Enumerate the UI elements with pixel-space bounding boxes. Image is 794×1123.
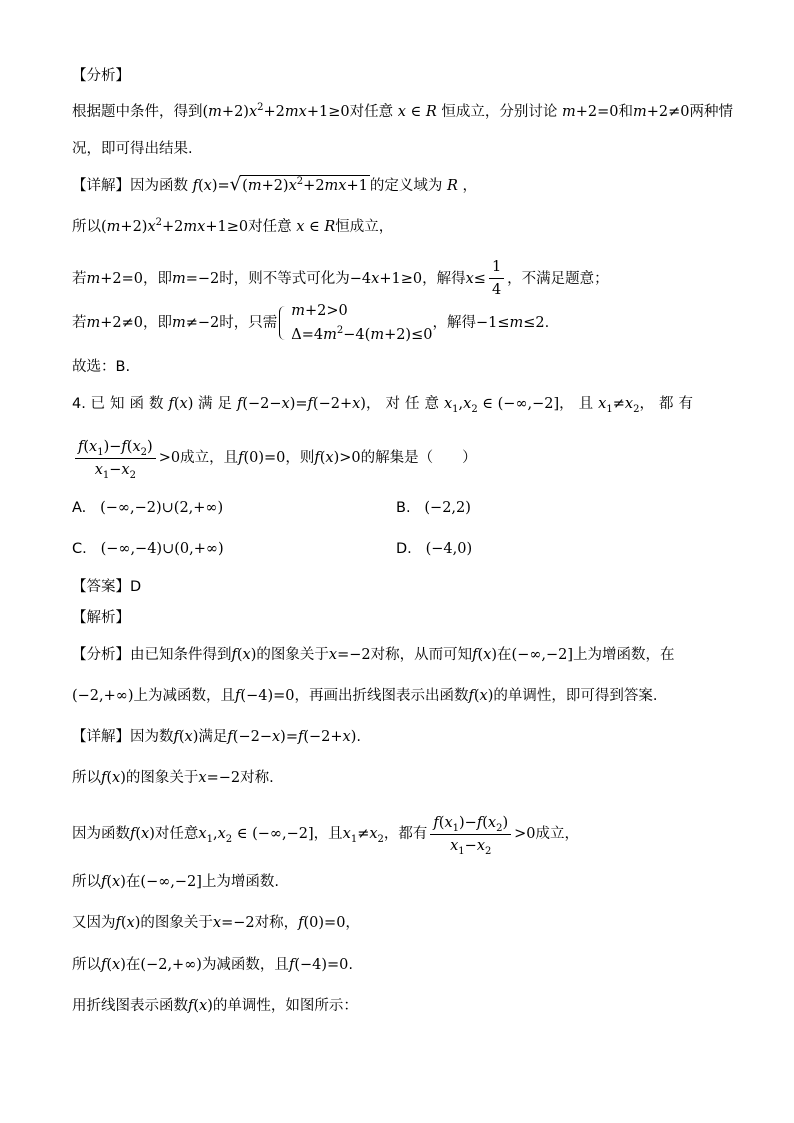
option-label: B.: [396, 500, 411, 516]
solution-detail-line-7: [72, 996, 358, 1016]
solution-detail-line-4: [72, 872, 279, 892]
text: ，: [345, 915, 360, 931]
analysis-label: 【分析】: [72, 647, 130, 663]
detail-line-2: [72, 217, 393, 237]
text: .: [348, 957, 353, 973]
text: 所以: [72, 219, 101, 235]
math-expr: x≤: [465, 270, 486, 287]
solution-detail-line-1: [72, 727, 361, 747]
text: 对任意: [248, 219, 292, 235]
text: 为减函数，且: [201, 957, 289, 973]
text: ，解得: [432, 315, 476, 331]
math-expr: f(x): [168, 396, 194, 412]
text: 对称，: [254, 915, 299, 931]
text: .: [544, 315, 550, 331]
text: ，都有: [639, 396, 698, 412]
math-expr: f(0)=0: [298, 915, 346, 931]
inequality-expr: $(m+2)x^2+2mx+1\ge 0$: [101, 217, 249, 235]
text: 在: [125, 874, 141, 890]
sqrt-expr: √ $(m+2)x^2+2mx+1$: [229, 174, 368, 195]
solution-analysis-line-2: [72, 686, 658, 706]
math-expr: f(−4)=0: [235, 688, 295, 704]
math-expr: −1≤m≤2: [475, 315, 545, 331]
choice-line: [72, 357, 130, 377]
option-value: (−2,2): [424, 500, 471, 516]
detail-label: 【详解】: [72, 729, 130, 745]
solution-detail-line-2: [72, 768, 274, 788]
solution-heading: [72, 608, 130, 628]
option-label: A.: [72, 500, 87, 516]
fraction-difference-quotient: $\frac{f(x_1)-f(x_2)}{x_1-x_2}$: [430, 814, 511, 855]
analysis-label: 【分析】: [72, 68, 130, 84]
math-expr: f(x): [173, 729, 199, 745]
math-expr: f(x): [101, 770, 126, 786]
math-fx: f(x)=: [188, 177, 230, 194]
math-expr: −4x+1≥0: [349, 270, 423, 287]
text: 成立，: [535, 826, 579, 842]
text: 的单调性，如图所示：: [212, 998, 358, 1014]
math-expr: f(−2−x)=f(−2+x): [236, 396, 366, 412]
math-expr: f(−2−x)=f(−2+x): [227, 729, 357, 745]
text: ，解得: [422, 270, 466, 287]
text: ，都有: [383, 826, 428, 842]
text: 的定义域为: [369, 177, 443, 194]
text: 在: [497, 647, 512, 663]
text: ，再画出折线图表示出函数: [294, 688, 469, 704]
text: 上为增函数，在: [573, 647, 675, 663]
math-expr: f(x): [101, 957, 126, 973]
text: .: [356, 729, 361, 745]
math-expr: m+2=0: [86, 270, 143, 287]
text: ，则: [285, 450, 315, 466]
text: 成立，且: [180, 450, 239, 466]
option-label: C.: [72, 541, 87, 557]
text: 的图象关于: [256, 647, 329, 663]
text: 的单调性，即可得到答案.: [493, 688, 658, 704]
math-expr: >0: [158, 450, 181, 466]
math-expr: x=−2: [328, 647, 371, 663]
math-expr: f(0)=0: [238, 450, 286, 466]
text: 的图象关于: [140, 915, 213, 931]
text: 所以: [72, 957, 101, 973]
math-expr: f(x): [472, 647, 498, 663]
text: 对称.: [240, 770, 274, 786]
math-expr: >0: [514, 826, 536, 842]
text: 恒成立，: [335, 219, 394, 235]
math-expr: (−2,+∞): [72, 688, 134, 704]
detail-label: 【详解】: [72, 177, 130, 194]
answer: 【答案】D: [72, 579, 142, 595]
text: 用折线图表示函数: [72, 998, 188, 1014]
option-a[interactable]: [72, 498, 223, 518]
option-value: (−∞,−4)∪(0,+∞): [100, 541, 224, 557]
text: 所以: [72, 770, 101, 786]
math-expr: $x_1\ne x_2$: [342, 826, 384, 845]
text: 况，即可得出结果.: [72, 141, 193, 157]
solution-detail-line-6: [72, 955, 353, 975]
math-expr: f(x): [101, 874, 126, 890]
text: 对称，从而可知: [370, 647, 473, 663]
solution-label: 【解析】: [72, 610, 130, 626]
text: 根据题中条件，得到: [72, 104, 203, 120]
inequality-expr: $(m+2)x^2+2mx+1\ge 0$: [202, 102, 350, 120]
solution-detail-line-3: [72, 812, 579, 856]
text: ，: [462, 177, 477, 194]
text: 恒成立，分别讨论: [441, 104, 558, 120]
option-value: (−∞,−2)∪(2,+∞): [100, 500, 224, 516]
text: 上为减函数，且: [133, 688, 236, 704]
text: 满足: [198, 729, 228, 745]
text: ，即: [143, 315, 172, 331]
text: 在: [125, 957, 141, 973]
analysis-line-2: [72, 139, 193, 159]
brace: [279, 306, 288, 340]
text: 和: [618, 104, 633, 120]
text: 的解集是（ ）: [360, 450, 477, 466]
text: ，且: [559, 396, 599, 412]
math-expr: x=−2: [198, 770, 241, 786]
math-case-2: m+2≠0: [632, 104, 690, 120]
solution-analysis-line-1: [72, 645, 675, 665]
math-expr: f(−4)=0: [288, 957, 349, 973]
option-b[interactable]: [396, 498, 471, 518]
fraction-difference-quotient: $\frac{f(x_1)-f(x_2)}{x_1-x_2}$: [75, 438, 156, 479]
analysis-line-1: [72, 102, 733, 122]
question-4-line-2: [72, 436, 477, 480]
math-expr: $x_1\ne x_2$: [598, 396, 640, 415]
text: ，对任意: [365, 396, 444, 412]
text: 满足: [197, 396, 237, 412]
detail-line-1: [72, 175, 477, 196]
text: 故选：B.: [72, 359, 131, 375]
fraction-one-quarter: $\frac{1}{4}$: [489, 258, 504, 299]
math-expr: x=−2: [212, 915, 255, 931]
text: 对任意: [154, 826, 199, 842]
section-analysis-heading: [72, 66, 130, 86]
text: 又因为: [72, 915, 116, 931]
math-expr: (−∞,−2]: [511, 647, 574, 663]
text: 时，只需: [219, 315, 278, 331]
math-expr: f(x): [231, 647, 257, 663]
math-r: R: [442, 177, 463, 194]
text: ，不满足题意；: [507, 270, 609, 287]
text: 若: [72, 315, 87, 331]
text: 因为数: [130, 729, 174, 745]
solution-detail-line-5: [72, 913, 360, 933]
text: 已知函数: [90, 396, 169, 412]
math-expr: f(x): [468, 688, 494, 704]
math-expr: f(x)>0: [314, 450, 361, 466]
text: 上为增函数.: [201, 874, 280, 890]
option-d[interactable]: [396, 539, 472, 559]
text: 两种情: [689, 104, 733, 120]
math-case-1: m+2=0: [557, 104, 619, 120]
math-expr: (−2,+∞): [140, 957, 202, 973]
math-x-in-r: x ∈ R: [291, 219, 336, 235]
answer-line: [72, 577, 141, 597]
text: 因为函数: [72, 826, 130, 842]
text: ，即: [143, 270, 172, 287]
math-expr: $x_1,x_2$ ∈ (−∞,−2]: [443, 396, 560, 415]
detail-line-3: [72, 258, 609, 299]
text: 若: [72, 270, 87, 287]
math-expr: m=−2: [172, 270, 220, 287]
question-number: 4.: [72, 396, 86, 412]
text: ，且: [313, 826, 343, 842]
text: 对任意: [349, 104, 394, 120]
math-x-in-r: x ∈ R: [393, 104, 442, 120]
math-expr: $x_1,x_2$ ∈ (−∞,−2]: [198, 826, 314, 845]
text: 因为函数: [130, 177, 188, 194]
math-expr: (−∞,−2]: [140, 874, 202, 890]
math-expr: f(x): [188, 998, 213, 1014]
text: 的图象关于: [125, 770, 199, 786]
option-label: D.: [396, 541, 412, 557]
text: 时，则不等式可化为: [219, 270, 350, 287]
option-c[interactable]: [72, 539, 224, 559]
text: 所以: [72, 874, 101, 890]
inequality-system: m+2>0 $\Delta=4m^2-4(m+2)\le 0$: [277, 301, 432, 345]
math-expr: f(x): [130, 826, 155, 842]
option-value: (−4,0): [425, 541, 473, 557]
text: 由已知条件得到: [130, 647, 232, 663]
math-expr: m≠−2: [172, 315, 220, 331]
math-expr: m+2≠0: [86, 315, 143, 331]
math-expr: f(x): [115, 915, 141, 931]
detail-line-4: [72, 302, 549, 344]
question-4-line-1: [72, 394, 698, 414]
